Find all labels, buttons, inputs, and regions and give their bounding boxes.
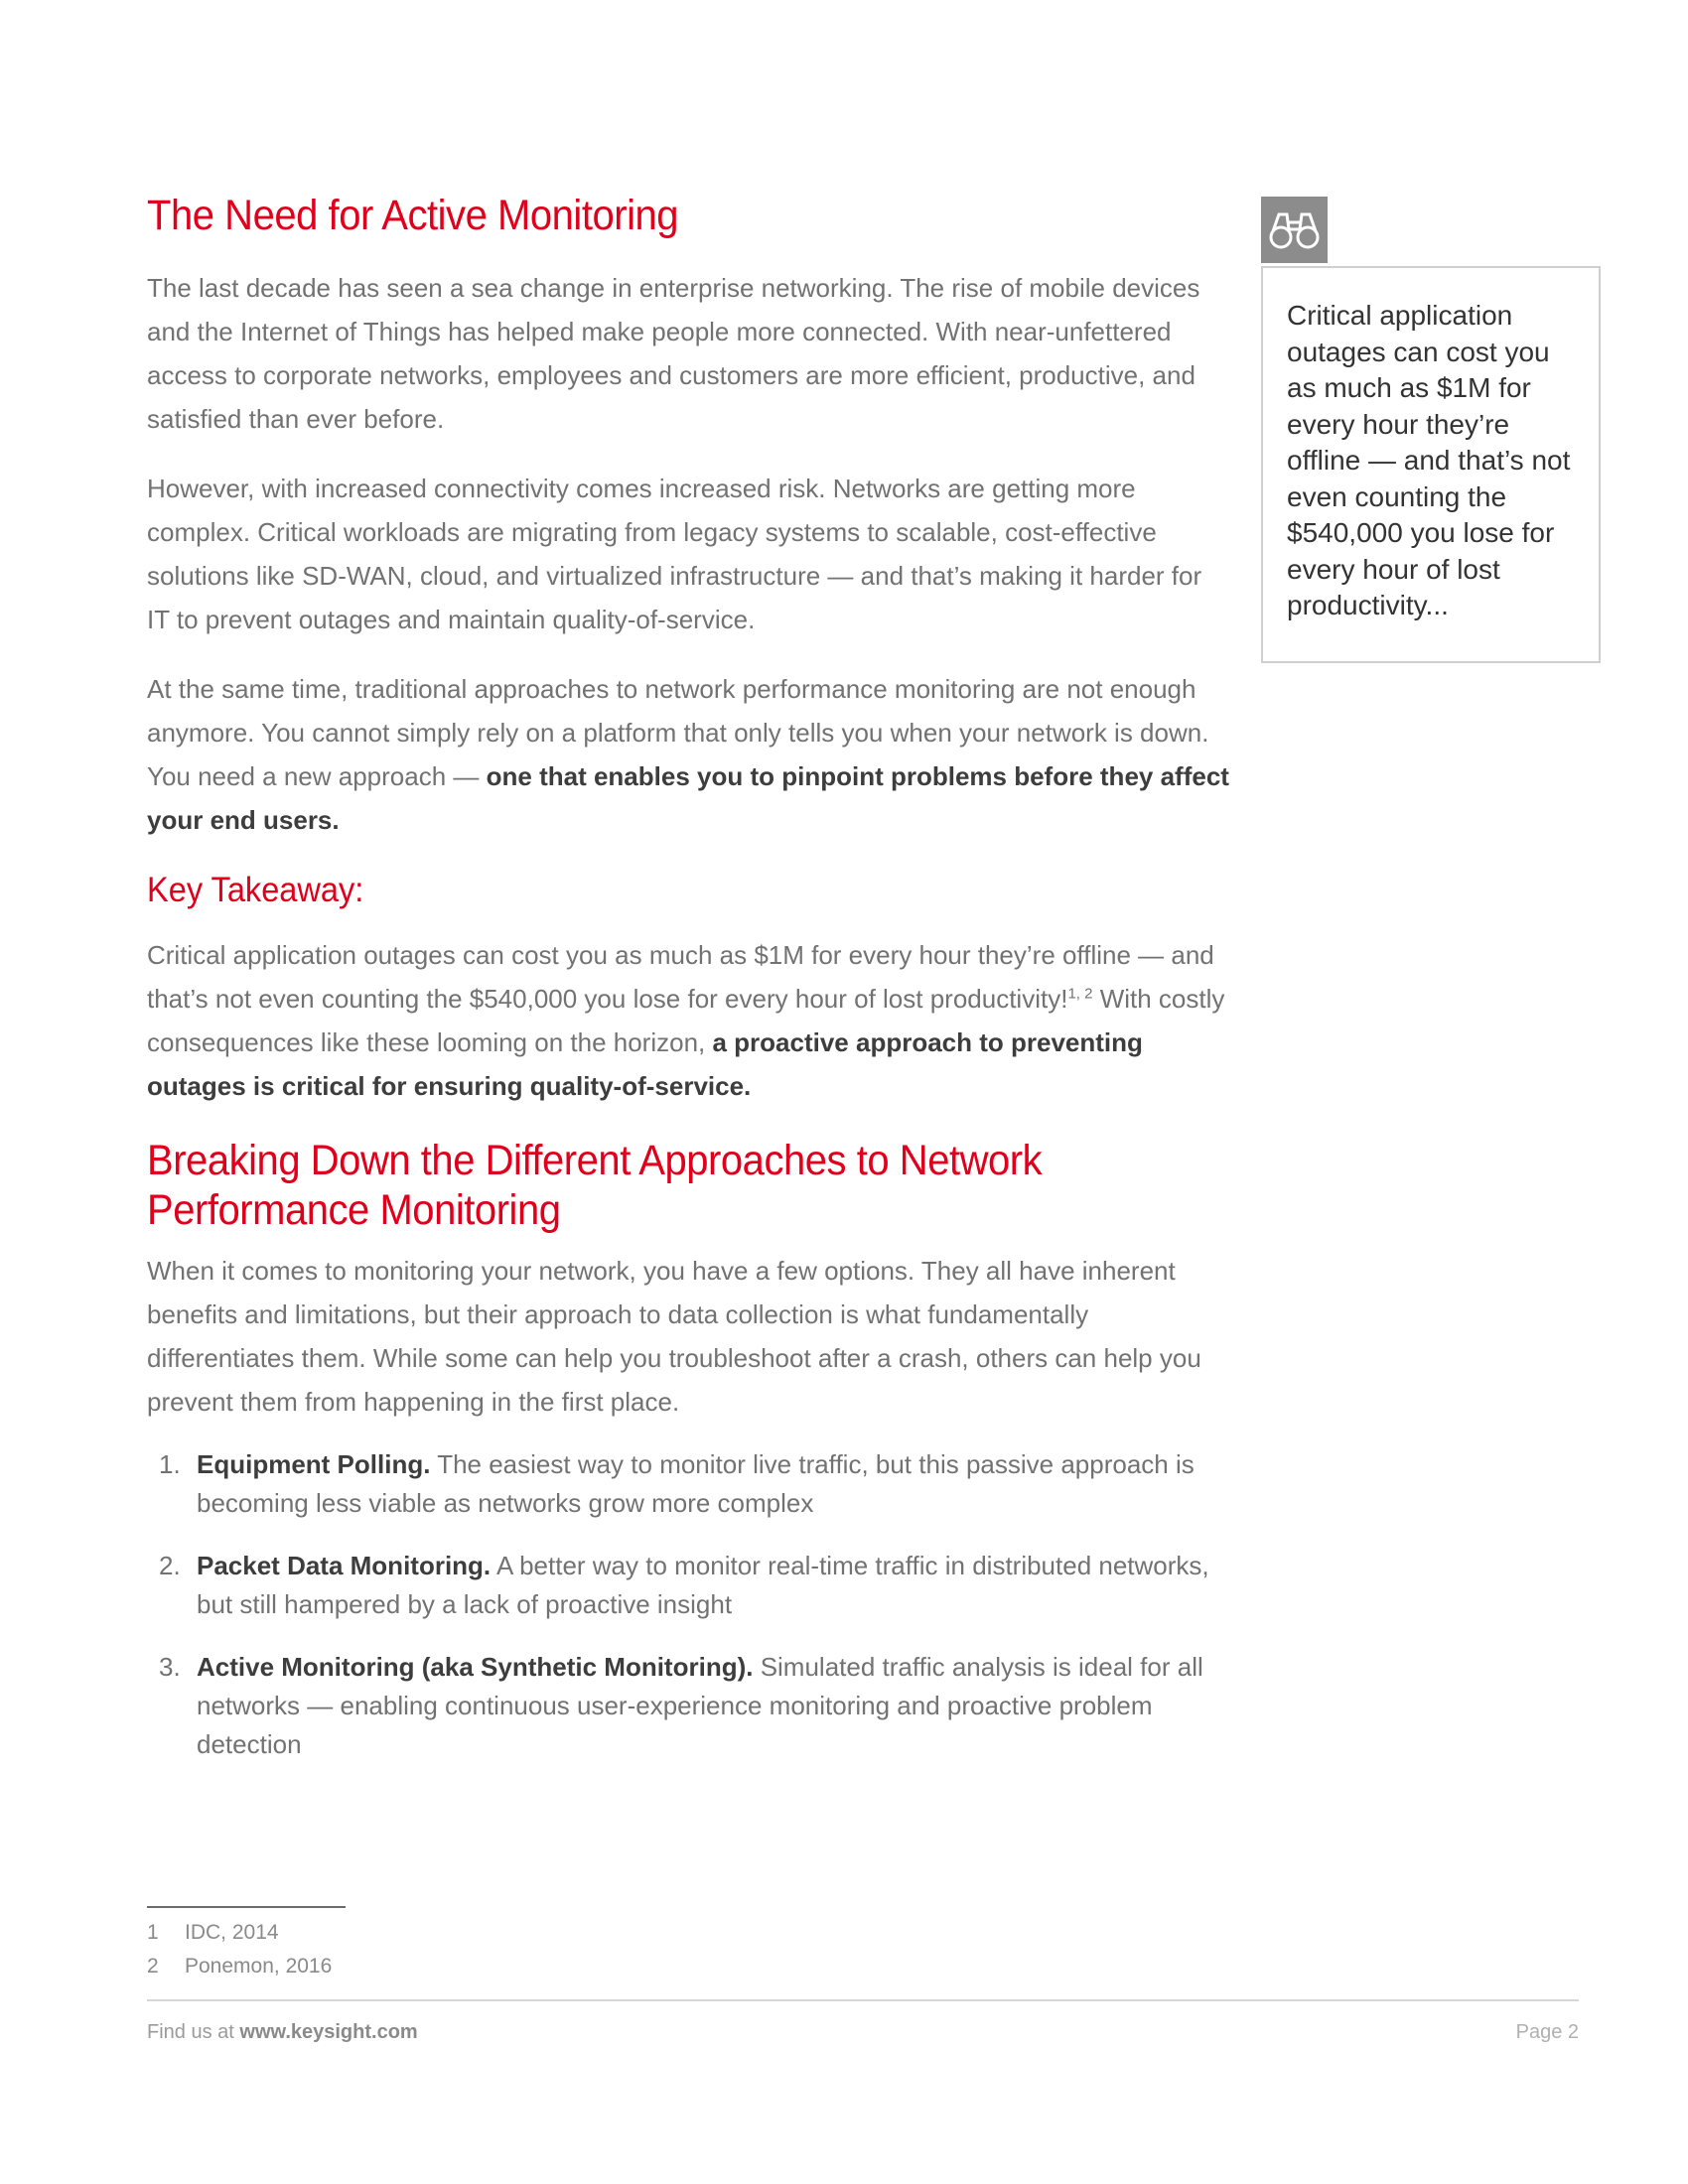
- list-item-title: Active Monitoring (aka Synthetic Monitoring).: [197, 1652, 754, 1682]
- footnote-item: [147, 1916, 332, 1950]
- key-takeaway-emphasis: a proactive approach to preventing outages is critical for ensuring quality-of-service.: [147, 1027, 1143, 1101]
- footer-find-us-text: Find us at: [147, 2021, 240, 2043]
- list-item-number: 3.: [159, 1652, 181, 1682]
- list-item: [147, 1648, 1229, 1764]
- footnotes: [147, 1916, 332, 1983]
- paragraph-intro: The last decade has seen a sea change in enterprise networking. The rise of mobile devices and the Internet of Things has helped make people more connected. With near-unfettered access to corporate networks, employees and customers are more efficient, productive, and satisfied than ever before.: [147, 273, 1200, 434]
- key-takeaway-text-continued: With costly consequences like these looming on the horizon,: [147, 984, 1225, 1057]
- footnote-text: IDC, 2014: [185, 1921, 279, 1944]
- paragraph-new-approach: [147, 667, 1229, 842]
- footnote-number: 1: [147, 1921, 159, 1944]
- key-takeaway-text: Critical application outages can cost you as much as $1M for every hour they’re offline — and that’s not even counting the $540,000 you lose for every hour of lost productivity!: [147, 940, 1214, 1014]
- callout-text: Critical application outages can cost you as much as $1M for every hour they’re offline — and that’s not even counting the $540,000 you lose for every hour of lost productivity...: [1287, 300, 1571, 620]
- key-takeaway-paragraph: [147, 933, 1229, 1108]
- paragraph-options: When it comes to monitoring your network, you have a few options. They all have inherent benefits and limitations, but their approach to data collection is what fundamentally differentiates them. While some can help you troubleshoot after a crash, others can help you prevent them from happening in the first place.: [147, 1256, 1201, 1417]
- footnote-item: [147, 1950, 332, 1983]
- callout-box: [1261, 266, 1601, 663]
- list-item-number: 2.: [159, 1551, 181, 1580]
- list-item: [147, 1547, 1229, 1624]
- footnote-divider: [147, 1906, 346, 1908]
- paragraph-risk: However, with increased connectivity comes increased risk. Networks are getting more complex. Critical workloads are migrating from legacy systems to scalable, cost-effective solutions like SD-WAN, cloud, and virtualized infrastructure — and that’s making it harder for IT to prevent outages and maintain quality-of-service.: [147, 474, 1202, 634]
- list-item-text: Simulated traffic analysis is ideal for all networks — enabling continuous user-experience monitoring and proactive problem detection: [197, 1652, 1203, 1759]
- footnote-reference: 1, 2: [1067, 985, 1093, 1003]
- page-number: Page 2: [1515, 2021, 1579, 2043]
- binoculars-icon: [1261, 197, 1328, 263]
- footnote-number: 2: [147, 1955, 159, 1978]
- key-takeaway-heading: Key Takeaway:: [147, 871, 364, 909]
- footer-divider: [147, 1999, 1579, 2001]
- footer-find-us: [147, 2021, 418, 2044]
- list-item-text: A better way to monitor real-time traffic in distributed networks, but still hampered by a lack of proactive insight: [197, 1551, 1209, 1619]
- section-title-active-monitoring: The Need for Active Monitoring: [147, 192, 679, 239]
- list-item-title: Packet Data Monitoring.: [197, 1551, 492, 1580]
- paragraph-new-approach-text: At the same time, traditional approaches to network performance monitoring are not enough anymore. You cannot simply rely on a platform that only tells you when your network is down. You need a new approach —: [147, 674, 1209, 791]
- list-item: [147, 1445, 1229, 1523]
- footer-url-link[interactable]: www.keysight.com: [239, 2021, 418, 2043]
- list-item-number: 1.: [159, 1449, 181, 1479]
- approaches-list: [147, 1445, 1229, 1788]
- footnote-text: Ponemon, 2016: [185, 1955, 333, 1978]
- list-item-title: Equipment Polling.: [197, 1449, 431, 1479]
- list-item-text: The easiest way to monitor live traffic, but this passive approach is becoming less viable as networks grow more complex: [197, 1449, 1195, 1518]
- section-title-approaches: Breaking Down the Different Approaches to Network Performance Monitoring: [147, 1137, 1043, 1234]
- paragraph-new-approach-emphasis: one that enables you to pinpoint problems before they affect your end users.: [147, 761, 1229, 835]
